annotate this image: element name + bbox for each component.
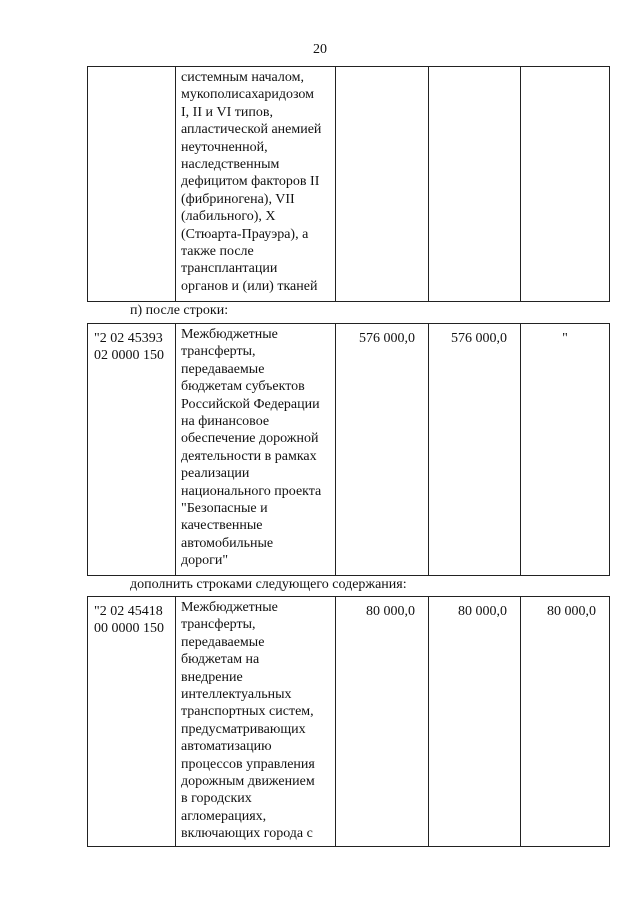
code-cell: "2 02 45393 02 0000 150: [88, 324, 176, 576]
value-cell-3: ": [521, 324, 610, 576]
code-cell: [88, 67, 176, 302]
budget-table-continuation: [87, 66, 610, 302]
value-cell-1: 80 000,0: [336, 597, 429, 847]
table-row: [88, 67, 610, 302]
description-cell: Межбюджетные трансферты, передаваемые бюджетам на внедрение интеллектуальных транспортных систем, предусматривающих автоматизацию процессов управления дорожным движением в городских агломерациях, включающих города с: [176, 597, 336, 847]
budget-table-new-rows: [87, 596, 610, 847]
description-cell: Межбюджетные трансферты, передаваемые бюджетам субъектов Российской Федерации на финансовое обеспечение дорожной деятельности в рамках реализации национального проекта "Безопасные и качественные автомобильные дороги": [176, 324, 336, 576]
value-cell-3: [521, 67, 610, 302]
value-cell-1: 576 000,0: [336, 324, 429, 576]
value-cell-3: 80 000,0: [521, 597, 610, 847]
table-row: [88, 597, 610, 847]
description-cell: системным началом, мукополисахаридозом I, II и VI типов, апластической анемией неуточненной, наследственным дефицитом факторов II (фибриногена), VII (лабильного), X (Стюарта-Прауэра), а также после трансплантации органов и (или) тканей: [176, 67, 336, 302]
value-cell-2: 80 000,0: [429, 597, 521, 847]
table-row: [88, 324, 610, 576]
instruction-after-row: п) после строки:: [130, 303, 229, 318]
code-cell: "2 02 45418 00 0000 150: [88, 597, 176, 847]
page-number: 20: [313, 42, 327, 57]
instruction-add-rows: дополнить строками следующего содержания:: [130, 577, 407, 592]
value-cell-2: 576 000,0: [429, 324, 521, 576]
budget-table-reference-row: [87, 323, 610, 576]
value-cell-2: [429, 67, 521, 302]
value-cell-1: [336, 67, 429, 302]
